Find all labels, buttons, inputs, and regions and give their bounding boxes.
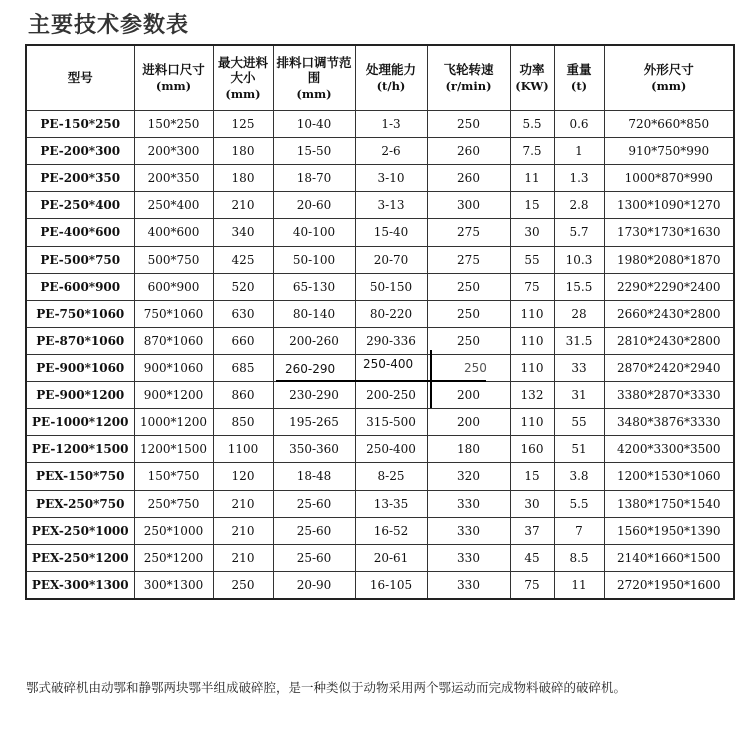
- cell-max-feed: 210: [213, 490, 273, 517]
- cell-flywheel-speed: 260: [427, 165, 510, 192]
- cell-model: PE-900*1060: [26, 354, 134, 381]
- cell-power: 110: [510, 300, 554, 327]
- cell-dimensions: 1560*1950*1390: [604, 517, 734, 544]
- cell-model: PE-600*900: [26, 273, 134, 300]
- cell-feed-opening: 300*1300: [134, 571, 213, 599]
- cell-model: PE-1000*1200: [26, 409, 134, 436]
- page-title: 主要技术参数表: [28, 13, 190, 38]
- spec-table: [25, 44, 735, 600]
- cell-weight: 31: [554, 382, 604, 409]
- cell-model: PE-250*400: [26, 192, 134, 219]
- cell-weight: 5.5: [554, 490, 604, 517]
- cell-dimensions: 1980*2080*1870: [604, 246, 734, 273]
- cell-max-feed: 660: [213, 327, 273, 354]
- cell-model: PEX-300*1300: [26, 571, 134, 599]
- header-flywheel-speed: 飞轮转速 (r/min): [427, 45, 510, 111]
- cell-discharge-range: 40-100: [273, 219, 355, 246]
- cell-capacity: 3-10: [355, 165, 427, 192]
- cell-capacity: 250-400: [355, 436, 427, 463]
- table-body: [26, 111, 734, 600]
- cell-dimensions: 2140*1660*1500: [604, 544, 734, 571]
- cell-capacity: 290-336: [355, 327, 427, 354]
- cell-model: PEX-250*750: [26, 490, 134, 517]
- cell-feed-opening: 870*1060: [134, 327, 213, 354]
- overlay-discharge-range: 260-290: [285, 362, 336, 376]
- cell-max-feed: 180: [213, 138, 273, 165]
- table-row: [26, 544, 734, 571]
- cell-max-feed: 850: [213, 409, 273, 436]
- table-row: [26, 490, 734, 517]
- cell-feed-opening: 750*1060: [134, 300, 213, 327]
- cell-dimensions: 3480*3876*3330: [604, 409, 734, 436]
- cell-dimensions: 3380*2870*3330: [604, 382, 734, 409]
- cell-discharge-range: 25-60: [273, 490, 355, 517]
- cell-flywheel-speed: 300: [427, 192, 510, 219]
- cell-flywheel-speed: 180: [427, 436, 510, 463]
- cell-dimensions: 1200*1530*1060: [604, 463, 734, 490]
- cell-weight: 3.8: [554, 463, 604, 490]
- cell-power: 15: [510, 192, 554, 219]
- cell-power: 75: [510, 273, 554, 300]
- cell-model: PEX-250*1000: [26, 517, 134, 544]
- cell-max-feed: 250: [213, 571, 273, 599]
- cell-dimensions: 2870*2420*2940: [604, 354, 734, 381]
- header-max-feed: 最大进料大小 (mm): [213, 45, 273, 111]
- cell-discharge-range: 50-100: [273, 246, 355, 273]
- cell-feed-opening: 150*750: [134, 463, 213, 490]
- cell-capacity: 3-13: [355, 192, 427, 219]
- cell-power: 11: [510, 165, 554, 192]
- header-capacity: 处理能力 (t/h): [355, 45, 427, 111]
- cell-power: 110: [510, 409, 554, 436]
- cell-flywheel-speed: 200: [427, 382, 510, 409]
- cell-capacity: 13-35: [355, 490, 427, 517]
- cell-weight: 8.5: [554, 544, 604, 571]
- cell-max-feed: 180: [213, 165, 273, 192]
- cell-dimensions: 2810*2430*2800: [604, 327, 734, 354]
- cell-flywheel-speed: 330: [427, 544, 510, 571]
- cell-max-feed: 860: [213, 382, 273, 409]
- cell-feed-opening: 250*750: [134, 490, 213, 517]
- cell-power: 110: [510, 354, 554, 381]
- table-row: [26, 327, 734, 354]
- cell-dimensions: 720*660*850: [604, 111, 734, 138]
- cell-discharge-range: 20-90: [273, 571, 355, 599]
- cell-discharge-range: 25-60: [273, 517, 355, 544]
- cell-discharge-range: 195-265: [273, 409, 355, 436]
- cell-dimensions: 4200*3300*3500: [604, 436, 734, 463]
- cell-power: 45: [510, 544, 554, 571]
- cell-feed-opening: 600*900: [134, 273, 213, 300]
- table-row: [26, 409, 734, 436]
- cell-discharge-range: 25-60: [273, 544, 355, 571]
- cell-max-feed: 120: [213, 463, 273, 490]
- cell-flywheel-speed: 275: [427, 246, 510, 273]
- cell-discharge-range: 230-290: [273, 382, 355, 409]
- cell-dimensions: 2290*2290*2400: [604, 273, 734, 300]
- cell-capacity: 16-52: [355, 517, 427, 544]
- cell-flywheel-speed: 320: [427, 463, 510, 490]
- cell-capacity: 20-61: [355, 544, 427, 571]
- cell-capacity: 15-40: [355, 219, 427, 246]
- cell-max-feed: 685: [213, 354, 273, 381]
- description-caption: 鄂式破碎机由动鄂和静鄂两块鄂半组成破碎腔，是一种类似于动物采用两个鄂运动而完成物料破碎的破碎机。: [26, 680, 627, 695]
- cell-power: 5.5: [510, 111, 554, 138]
- cell-max-feed: 210: [213, 544, 273, 571]
- header-discharge-range: 排料口调节范围 (mm): [273, 45, 355, 111]
- cell-max-feed: 340: [213, 219, 273, 246]
- table-row: [26, 517, 734, 544]
- cell-capacity: 2-6: [355, 138, 427, 165]
- cell-weight: 5.7: [554, 219, 604, 246]
- cell-power: 55: [510, 246, 554, 273]
- table-row: [26, 246, 734, 273]
- table-row: [26, 138, 734, 165]
- cell-discharge-range: 350-360: [273, 436, 355, 463]
- cell-model: PEX-250*1200: [26, 544, 134, 571]
- table-row: [26, 219, 734, 246]
- cell-power: 37: [510, 517, 554, 544]
- cell-capacity: 200-250: [355, 382, 427, 409]
- cell-max-feed: 1100: [213, 436, 273, 463]
- overlay-speed: 250: [464, 361, 487, 375]
- cell-power: 15: [510, 463, 554, 490]
- cell-weight: 10.3: [554, 246, 604, 273]
- cell-model: PE-200*350: [26, 165, 134, 192]
- cell-power: 30: [510, 219, 554, 246]
- cell-max-feed: 125: [213, 111, 273, 138]
- cell-feed-opening: 250*1200: [134, 544, 213, 571]
- cell-flywheel-speed: 200: [427, 409, 510, 436]
- cell-feed-opening: 400*600: [134, 219, 213, 246]
- cell-flywheel-speed: 250: [427, 111, 510, 138]
- header-weight: 重量 (t): [554, 45, 604, 111]
- cell-max-feed: 520: [213, 273, 273, 300]
- cell-discharge-range: 18-70: [273, 165, 355, 192]
- cell-flywheel-speed: 250: [427, 327, 510, 354]
- cell-feed-opening: 900*1200: [134, 382, 213, 409]
- cell-weight: 2.8: [554, 192, 604, 219]
- cell-flywheel-speed: 330: [427, 490, 510, 517]
- cell-discharge-range: 15-50: [273, 138, 355, 165]
- table-row: [26, 300, 734, 327]
- cell-capacity: 50-150: [355, 273, 427, 300]
- cell-weight: 0.6: [554, 111, 604, 138]
- cell-power: 7.5: [510, 138, 554, 165]
- header-model: 型号: [26, 45, 134, 111]
- cell-feed-opening: 250*1000: [134, 517, 213, 544]
- cell-flywheel-speed: 275: [427, 219, 510, 246]
- cell-power: 75: [510, 571, 554, 599]
- cell-capacity: 8-25: [355, 463, 427, 490]
- cell-model: PE-1200*1500: [26, 436, 134, 463]
- cell-discharge-range: 200-260: [273, 327, 355, 354]
- cell-weight: 1: [554, 138, 604, 165]
- table-row: [26, 463, 734, 490]
- table-row: [26, 436, 734, 463]
- cell-flywheel-speed: 250: [427, 273, 510, 300]
- cell-model: PE-200*300: [26, 138, 134, 165]
- cell-weight: 28: [554, 300, 604, 327]
- cell-flywheel-speed: 330: [427, 517, 510, 544]
- cell-feed-opening: 150*250: [134, 111, 213, 138]
- table-row: [26, 571, 734, 599]
- overlay-underline: [276, 380, 486, 382]
- header-power: 功率 (KW): [510, 45, 554, 111]
- cell-feed-opening: 1000*1200: [134, 409, 213, 436]
- cell-feed-opening: 1200*1500: [134, 436, 213, 463]
- cell-capacity: 80-220: [355, 300, 427, 327]
- overlay-vertical-stroke: [430, 350, 432, 408]
- cell-model: PE-500*750: [26, 246, 134, 273]
- cell-weight: 15.5: [554, 273, 604, 300]
- cell-feed-opening: 900*1060: [134, 354, 213, 381]
- cell-discharge-range: 18-48: [273, 463, 355, 490]
- cell-weight: 33: [554, 354, 604, 381]
- cell-discharge-range: 65-130: [273, 273, 355, 300]
- cell-feed-opening: 500*750: [134, 246, 213, 273]
- cell-power: 110: [510, 327, 554, 354]
- cell-capacity: 1-3: [355, 111, 427, 138]
- cell-power: 132: [510, 382, 554, 409]
- cell-dimensions: 2660*2430*2800: [604, 300, 734, 327]
- cell-weight: 11: [554, 571, 604, 599]
- cell-model: PE-400*600: [26, 219, 134, 246]
- table-row: [26, 192, 734, 219]
- cell-discharge-range: 80-140: [273, 300, 355, 327]
- cell-feed-opening: 200*300: [134, 138, 213, 165]
- cell-model: PE-900*1200: [26, 382, 134, 409]
- cell-dimensions: 910*750*990: [604, 138, 734, 165]
- table-row: [26, 165, 734, 192]
- cell-weight: 55: [554, 409, 604, 436]
- cell-capacity: 20-70: [355, 246, 427, 273]
- cell-power: 30: [510, 490, 554, 517]
- cell-dimensions: 1300*1090*1270: [604, 192, 734, 219]
- cell-power: 160: [510, 436, 554, 463]
- cell-model: PEX-150*750: [26, 463, 134, 490]
- cell-weight: 7: [554, 517, 604, 544]
- cell-model: PE-150*250: [26, 111, 134, 138]
- cell-max-feed: 210: [213, 192, 273, 219]
- table-row: [26, 111, 734, 138]
- table-row: [26, 382, 734, 409]
- cell-model: PE-750*1060: [26, 300, 134, 327]
- overlay-capacity: 250-400: [363, 357, 414, 371]
- cell-discharge-range: 20-60: [273, 192, 355, 219]
- header-row: [26, 45, 734, 111]
- cell-weight: 31.5: [554, 327, 604, 354]
- table-row: [26, 273, 734, 300]
- cell-capacity: 315-500: [355, 409, 427, 436]
- cell-max-feed: 630: [213, 300, 273, 327]
- cell-weight: 1.3: [554, 165, 604, 192]
- cell-dimensions: 1380*1750*1540: [604, 490, 734, 517]
- cell-dimensions: 2720*1950*1600: [604, 571, 734, 599]
- cell-dimensions: 1730*1730*1630: [604, 219, 734, 246]
- cell-flywheel-speed: 330: [427, 571, 510, 599]
- cell-dimensions: 1000*870*990: [604, 165, 734, 192]
- cell-model: PE-870*1060: [26, 327, 134, 354]
- header-dimensions: 外形尺寸 (mm): [604, 45, 734, 111]
- cell-flywheel-speed: 260: [427, 138, 510, 165]
- cell-feed-opening: 200*350: [134, 165, 213, 192]
- cell-weight: 51: [554, 436, 604, 463]
- header-feed-opening: 进料口尺寸 (mm): [134, 45, 213, 111]
- cell-discharge-range: 10-40: [273, 111, 355, 138]
- cell-feed-opening: 250*400: [134, 192, 213, 219]
- cell-max-feed: 425: [213, 246, 273, 273]
- cell-capacity: 16-105: [355, 571, 427, 599]
- cell-max-feed: 210: [213, 517, 273, 544]
- cell-flywheel-speed: 250: [427, 300, 510, 327]
